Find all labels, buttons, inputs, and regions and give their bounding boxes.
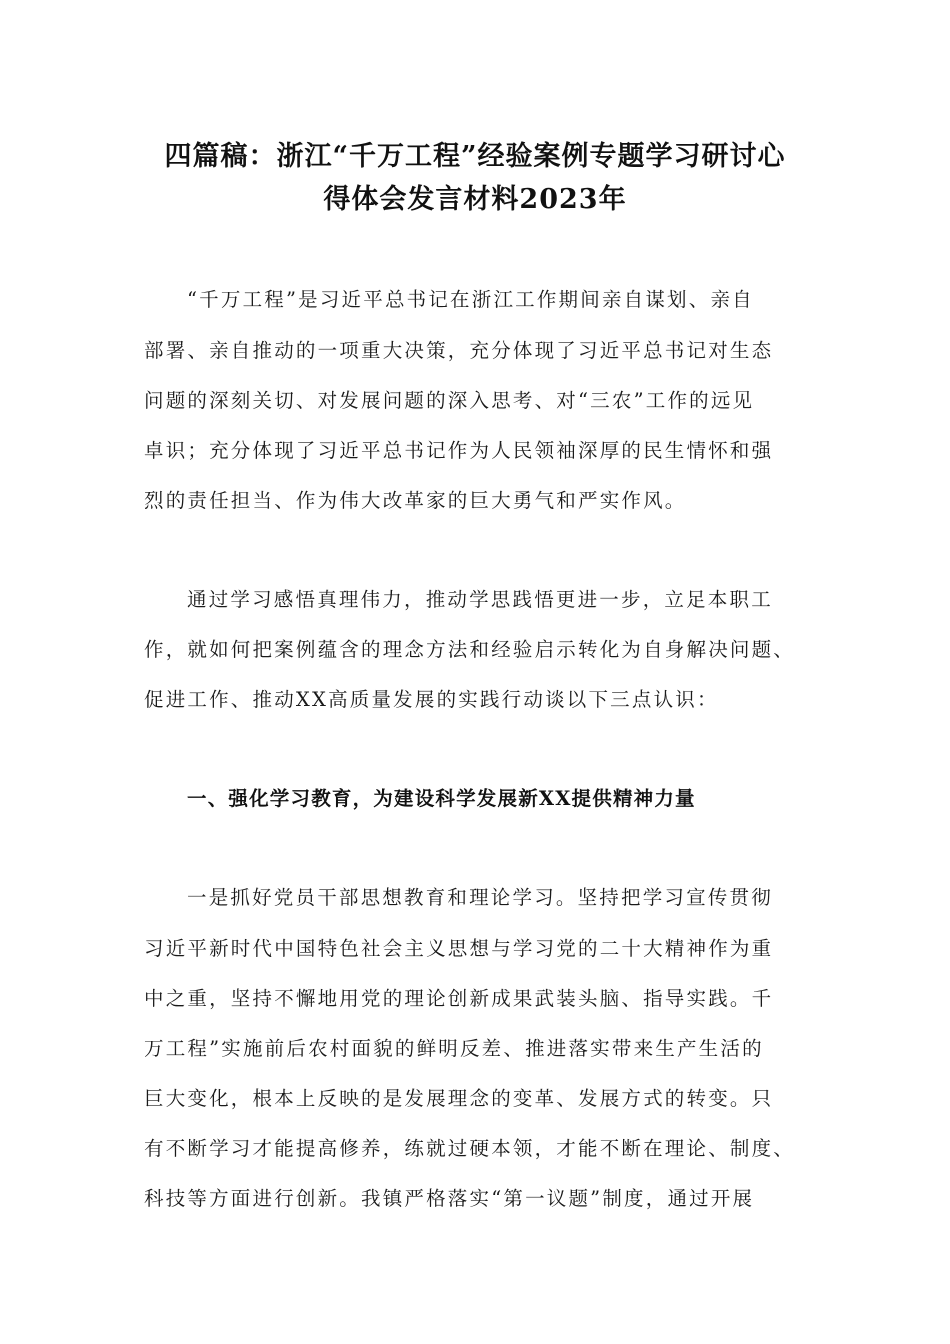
paragraph-3-line-6: 有不断学习才能提高修养，练就过硬本领，才能不断在理论、制度、 [144, 1137, 796, 1160]
paragraph-3-line-4: 万工程”实施前后农村面貌的鲜明反差、推进落实带来生产生活的 [144, 1037, 764, 1060]
paragraph-3-line-3: 中之重，坚持不懈地用党的理论创新成果武装头脑、指导实践。千 [144, 987, 774, 1010]
paragraph-1-line-1: “千万工程”是习近平总书记在浙江工作期间亲自谋划、亲自 [187, 288, 754, 311]
paragraph-1-line-3: 问题的深刻关切、对发展问题的深入思考、对“三农”工作的远见 [144, 389, 755, 412]
paragraph-3-line-7: 科技等方面进行创新。我镇严格落实“第一议题”制度，通过开展 [144, 1187, 755, 1210]
paragraph-2-line-2: 作，就如何把案例蕴含的理念方法和经验启示转化为自身解决问题、 [144, 638, 796, 661]
paragraph-1-line-4: 卓识；充分体现了习近平总书记作为人民领袖深厚的民生情怀和强 [144, 439, 774, 462]
paragraph-1-line-2: 部署、亲自推动的一项重大决策，充分体现了习近平总书记对生态 [144, 339, 774, 362]
paragraph-1-line-5: 烈的责任担当、作为伟大改革家的巨大勇气和严实作风。 [144, 489, 687, 512]
paragraph-3-line-2: 习近平新时代中国特色社会主义思想与学习党的二十大精神作为重 [144, 937, 774, 960]
paragraph-3-line-1: 一是抓好党员干部思想教育和理论学习。坚持把学习宣传贯彻 [187, 886, 773, 909]
paragraph-2-line-1: 通过学习感悟真理伟力，推动学思践悟更进一步，立足本职工 [187, 588, 773, 611]
document-title-line-1: 四篇稿：浙江“千万工程”经验案例专题学习研讨心 [164, 141, 786, 172]
section-heading-1: 一、强化学习教育，为建设科学发展新XX提供精神力量 [187, 787, 696, 810]
paragraph-2-line-3: 促进工作、推动XX高质量发展的实践行动谈以下三点认识： [144, 688, 719, 711]
document-title-line-2: 得体会发言材料2023年 [323, 184, 627, 215]
paragraph-3-line-5: 巨大变化，根本上反映的是发展理念的变革、发展方式的转变。只 [144, 1087, 774, 1110]
